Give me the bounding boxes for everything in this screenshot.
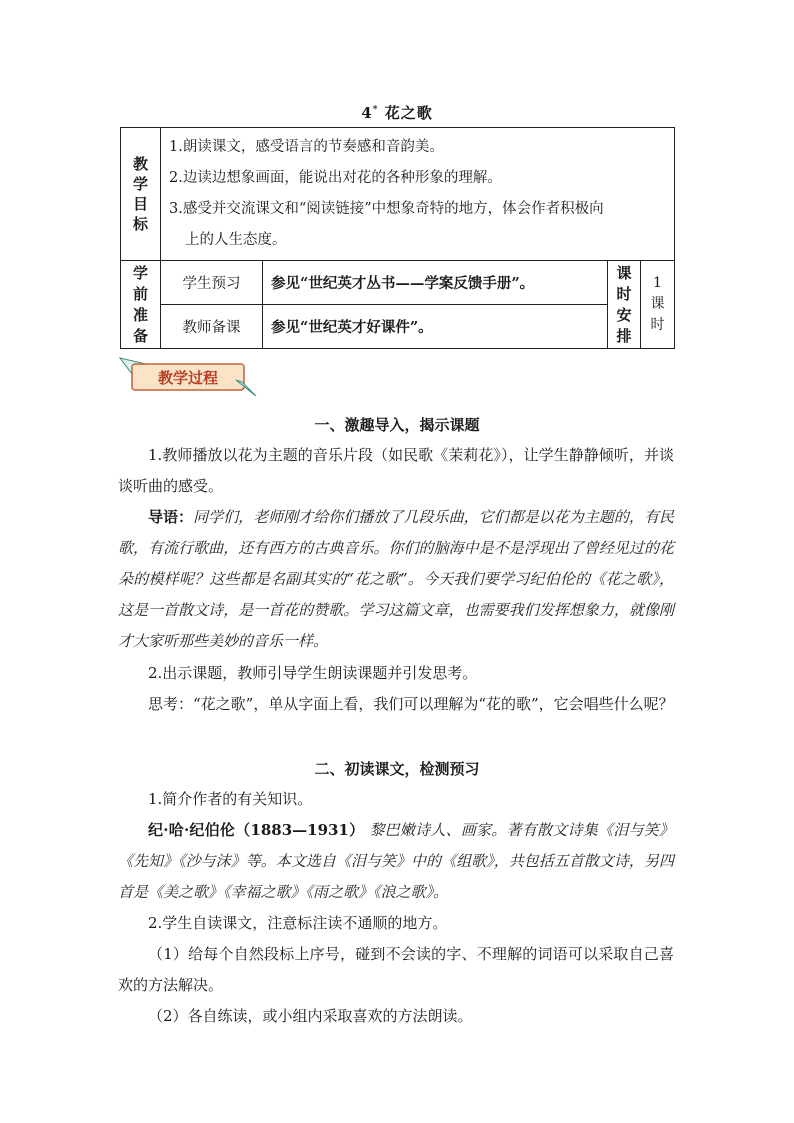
teacher-prep-label: 教师备课	[161, 305, 263, 349]
goals-header: 教学目标	[121, 128, 161, 261]
intro-paragraph	[118, 502, 674, 657]
lesson-number: 4	[361, 104, 373, 122]
goal-2: 2.边读边想象画面，能说出对花的各种形象的理解。	[169, 170, 502, 186]
student-prep-text: 参见“世纪英才丛书——学案反馈手册”。	[263, 261, 608, 305]
section-2-heading: 二、初读课文，检测预习	[314, 760, 480, 778]
intro-text: 同学们，老师刚才给你们播放了几段乐曲，它们都是以花为主题的，有民歌，有流行歌曲，还有西方的古典音乐。你们的脑海中是不是浮现出了曾经见过的花朵的模样呢？这些都是名副其实的“花之歌”。今天我们要学习纪伯伦的《花之歌》，这是一首散文诗，是一首花的赞歌。学习这篇文章，也需要我们发挥想象力，就像刚才大家听那些美妙的音乐一样。	[118, 508, 674, 650]
think-paragraph: 思考：“花之歌”，单从字面上看，我们可以理解为“花的歌”，它会唱些什么呢？	[148, 695, 674, 713]
author-paragraph	[118, 815, 674, 908]
time-header: 课时安排	[608, 261, 641, 349]
lesson-plan-table	[120, 127, 675, 349]
section-2-p1: 1.简介作者的有关知识。	[148, 790, 313, 808]
lesson-title	[0, 102, 794, 123]
goal-1: 1.朗读课文，感受语言的节奏感和音韵美。	[169, 139, 444, 155]
author-text: 黎巴嫩诗人、画家。著有散文诗集《泪与笑》《先知》《沙与沫》等。本文选自《泪与笑》中的《组歌》，共包括五首散文诗，另四首是《美之歌》《幸福之歌》《雨之歌》《浪之歌》。	[118, 821, 674, 901]
goals-cell	[161, 128, 675, 261]
section-2-p3: （1）给每个自然段标上序号，碰到不会读的字、不理解的词语可以采取自己喜欢的方法解决。	[118, 945, 674, 994]
section-2-p4: （2）各自练读，或小组内采取喜欢的方法朗读。	[148, 1007, 473, 1025]
intro-label: 导语：	[148, 508, 194, 526]
self-study-mark: *	[372, 105, 379, 115]
student-prep-label: 学生预习	[161, 261, 263, 305]
prep-header: 学前准备	[121, 261, 161, 349]
teaching-process-badge	[118, 352, 258, 396]
section-1-p2: 2.出示课题，教师引导学生朗读课题并引发思考。	[148, 664, 478, 682]
goal-3-cont: 上的人生态度。	[185, 232, 287, 248]
badge-label: 教学过程	[157, 369, 219, 387]
section-1-heading: 一、激趣导入，揭示课题	[314, 416, 480, 434]
section-2-p2: 2.学生自读课文，注意标注读不通顺的地方。	[148, 914, 448, 932]
section-1-p1: 1.教师播放以花为主题的音乐片段（如民歌《茉莉花》），让学生静静倾听，并谈谈听曲的感受。	[118, 446, 674, 495]
goal-3: 3.感受并交流课文和“阅读链接”中想象奇特的地方，体会作者积极向	[169, 201, 604, 217]
teacher-prep-text: 参见“世纪英才好课件”。	[263, 305, 608, 349]
author-name: 纪·哈·纪伯伦（1883—1931）	[148, 821, 365, 839]
lesson-name: 花之歌	[384, 104, 433, 122]
time-value: 1课时	[641, 261, 675, 349]
